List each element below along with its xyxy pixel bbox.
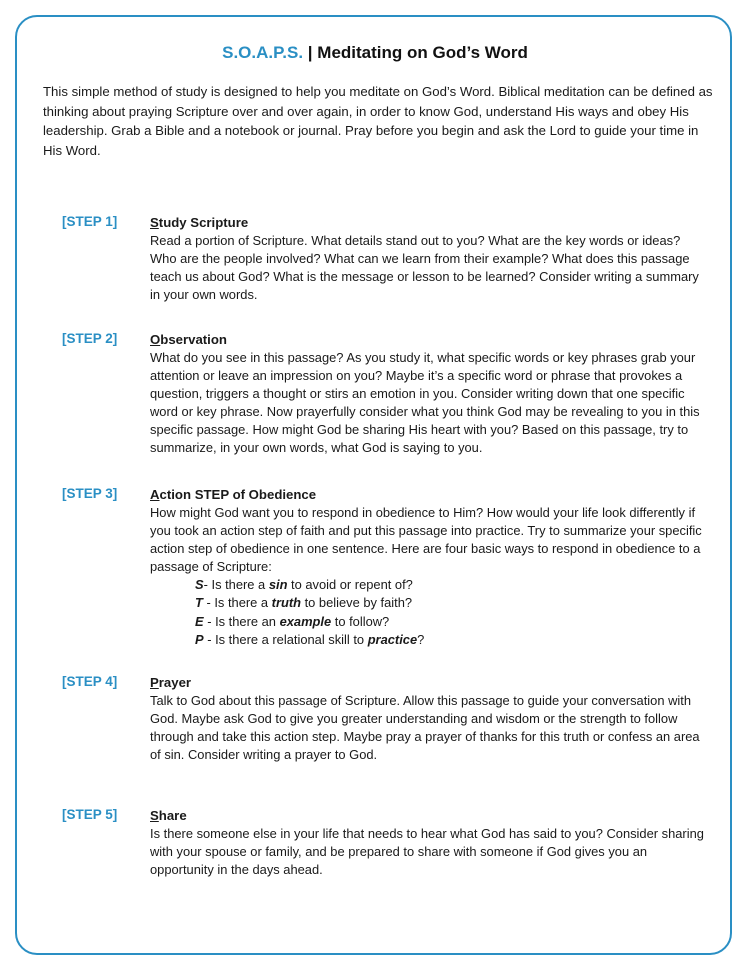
list-pre: - Is there a [202,595,272,611]
list-key: example [279,613,332,629]
list-item [195,613,705,631]
step-initial: S [150,808,159,823]
step-title-rest: rayer [158,675,192,690]
list-letter: T [195,595,203,611]
list-post: to avoid or repent of? [287,577,413,593]
step-label: [STEP 5] [62,807,118,822]
step-text: How might God want you to respond in obedience to Him? How would your life look differently if you took an action step of faith and put this passage into practice. Try to summarize your specific action step of obedience in one sentence. Here are four basic ways to respond in obedience to a passage of Scripture: [150,505,702,575]
list-key: sin [268,577,288,593]
list-post: to follow? [331,613,390,629]
step-text: Read a portion of Scripture. What details stand out to you? What are the key words or ideas? Who are the people involved? What can we learn from their example? What does this passage teach us about God? What is the message or lesson to be learned? Consider writing a summary in your own words. [150,233,699,303]
list-key: practice [367,631,418,647]
response-list [150,576,705,648]
step-title [150,674,705,692]
step-body [150,674,705,764]
step-text: Talk to God about this passage of Scripture. Allow this passage to guide your conversation with God. Maybe ask God to give you greater understanding and wisdom or the strength to follow through and take this action step. Maybe pray a prayer of thanks for this truth or confess an area of sin. Consider writing a prayer to God. [150,693,700,763]
step-title [150,486,705,504]
step-body [150,807,705,879]
step-title-rest: tudy Scripture [158,215,249,230]
step-title [150,214,705,232]
list-pre: - Is there a [203,577,269,593]
step-text: What do you see in this passage? As you study it, what specific words or key phrases grab your attention or leave an impression on you? Maybe it’s a specific word or phrase that provokes a question, triggers a thought or stirs an emotion in you. Consider writing down that one specific word or key phrase. Now prayerfully consider what you think God may be revealing to you in this specific passage. How might God be sharing His heart with you? Based on this passage, try to summarize, in your own words, what God is saying to you. [150,350,700,456]
step-label: [STEP 4] [62,674,118,689]
list-pre: - Is there an [203,613,280,629]
step-label: [STEP 2] [62,331,118,346]
step-label: [STEP 3] [62,486,118,501]
list-letter: P [195,631,204,647]
list-letter: E [195,613,204,629]
list-key: truth [271,595,302,611]
step-text: Is there someone else in your life that needs to hear what God has said to you? Consider sharing with your spouse or family, and be prepared to share with someone if God gives you an opportunity in the days ahead. [150,826,704,878]
list-pre: - Is there a relational skill to [203,631,368,647]
step-initial: S [150,215,159,230]
list-item [195,594,705,612]
step-initial: A [150,487,160,502]
list-item [195,631,705,649]
title-rest: | Meditating on God’s Word [303,43,528,62]
step-body [150,214,705,304]
step-title-rest: hare [158,808,187,823]
page-title [0,43,750,63]
list-item [195,576,705,594]
step-title-rest: bservation [160,332,227,347]
step-body [150,331,705,458]
step-initial: O [150,332,161,347]
step-title-rest: ction STEP of Obedience [159,487,317,502]
intro-paragraph: This simple method of study is designed to help you meditate on God’s Word. Biblical meditation can be defined as thinking about praying Scripture over and over again, in order to know God, understand His ways and obey His leadership. Grab a Bible and a notebook or journal. Pray before you begin and ask the Lord to guide your time in His Word. [43,84,713,158]
step-label: [STEP 1] [62,214,118,229]
list-post: to believe by faith? [301,595,413,611]
step-title [150,807,705,825]
step-title [150,331,705,349]
step-body [150,486,705,649]
list-letter: S [195,577,204,593]
title-accent: S.O.A.P.S. [222,43,304,62]
list-post: ? [417,631,425,647]
step-initial: P [150,675,159,690]
